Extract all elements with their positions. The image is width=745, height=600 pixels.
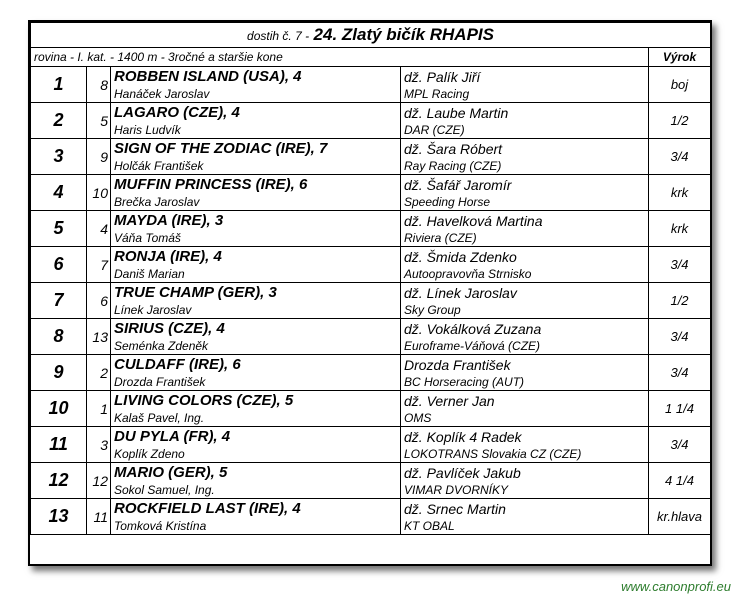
horse-name: TRUE CHAMP (GER), 3 (111, 283, 401, 303)
result-row-detail (31, 158, 711, 175)
jockey-name: dž. Palík Jiří (401, 67, 649, 87)
horse-name: CULDAFF (IRE), 6 (111, 355, 401, 375)
verdict: 1/2 (649, 283, 711, 319)
result-row-detail (31, 482, 711, 499)
result-row (31, 67, 711, 87)
start-number: 6 (87, 283, 111, 319)
jockey-name: Drozda František (401, 355, 649, 375)
conditions-row (31, 48, 711, 67)
trainer-name: Seménka Zdeněk (111, 338, 401, 355)
result-row (31, 283, 711, 303)
finish-position: 13 (31, 499, 87, 535)
finish-position: 7 (31, 283, 87, 319)
horse-name: ROCKFIELD LAST (IRE), 4 (111, 499, 401, 519)
result-row (31, 175, 711, 195)
owner-name: BC Horseracing (AUT) (401, 374, 649, 391)
jockey-name: dž. Línek Jaroslav (401, 283, 649, 303)
result-row-detail (31, 446, 711, 463)
horse-name: LAGARO (CZE), 4 (111, 103, 401, 123)
jockey-name: dž. Pavlíček Jakub (401, 463, 649, 483)
trainer-name: Koplík Zdeno (111, 446, 401, 463)
trainer-name: Drozda František (111, 374, 401, 391)
result-row-detail (31, 194, 711, 211)
horse-name: MARIO (GER), 5 (111, 463, 401, 483)
result-row-detail (31, 122, 711, 139)
finish-position: 11 (31, 427, 87, 463)
verdict: 1/2 (649, 103, 711, 139)
verdict: 3/4 (649, 319, 711, 355)
result-row-detail (31, 86, 711, 103)
finish-position: 1 (31, 67, 87, 103)
result-row (31, 139, 711, 159)
results-sheet (28, 20, 712, 566)
owner-name: Euroframe-Váňová (CZE) (401, 338, 649, 355)
owner-name: DAR (CZE) (401, 122, 649, 139)
race-title (31, 23, 711, 48)
trainer-name: Hanáček Jaroslav (111, 86, 401, 103)
result-row (31, 319, 711, 339)
trainer-name: Daniš Marian (111, 266, 401, 283)
start-number: 4 (87, 211, 111, 247)
result-row (31, 355, 711, 375)
watermark: www.canonprofi.eu (621, 579, 731, 594)
results-table (30, 22, 711, 535)
verdict: 3/4 (649, 427, 711, 463)
owner-name: Riviera (CZE) (401, 230, 649, 247)
verdict: krk (649, 175, 711, 211)
trainer-name: Kalaš Pavel, Ing. (111, 410, 401, 427)
trainer-name: Tomková Kristína (111, 518, 401, 535)
finish-position: 12 (31, 463, 87, 499)
result-row-detail (31, 302, 711, 319)
owner-name: KT OBAL (401, 518, 649, 535)
result-row (31, 427, 711, 447)
horse-name: SIRIUS (CZE), 4 (111, 319, 401, 339)
start-number: 12 (87, 463, 111, 499)
owner-name: Autoopravovňa Strnisko (401, 266, 649, 283)
race-title-row (31, 23, 711, 48)
finish-position: 5 (31, 211, 87, 247)
owner-name: Sky Group (401, 302, 649, 319)
jockey-name: dž. Laube Martin (401, 103, 649, 123)
jockey-name: dž. Verner Jan (401, 391, 649, 411)
trainer-name: Brečka Jaroslav (111, 194, 401, 211)
horse-name: MUFFIN PRINCESS (IRE), 6 (111, 175, 401, 195)
horse-name: RONJA (IRE), 4 (111, 247, 401, 267)
jockey-name: dž. Srnec Martin (401, 499, 649, 519)
start-number: 9 (87, 139, 111, 175)
horse-name: ROBBEN ISLAND (USA), 4 (111, 67, 401, 87)
finish-position: 2 (31, 103, 87, 139)
finish-position: 9 (31, 355, 87, 391)
finish-position: 10 (31, 391, 87, 427)
result-row-detail (31, 374, 711, 391)
result-row (31, 499, 711, 519)
result-row (31, 247, 711, 267)
result-row-detail (31, 230, 711, 247)
owner-name: Speeding Horse (401, 194, 649, 211)
verdict: 4 1/4 (649, 463, 711, 499)
result-row-detail (31, 410, 711, 427)
result-row (31, 103, 711, 123)
start-number: 3 (87, 427, 111, 463)
verdict: kr.hlava (649, 499, 711, 535)
result-row (31, 391, 711, 411)
finish-position: 4 (31, 175, 87, 211)
jockey-name: dž. Šara Róbert (401, 139, 649, 159)
verdict: 3/4 (649, 139, 711, 175)
race-prefix: dostih č. 7 - (247, 29, 310, 43)
owner-name: VIMAR DVORNÍKY (401, 482, 649, 499)
result-row-detail (31, 266, 711, 283)
finish-position: 8 (31, 319, 87, 355)
finish-position: 3 (31, 139, 87, 175)
trainer-name: Sokol Samuel, Ing. (111, 482, 401, 499)
horse-name: DU PYLA (FR), 4 (111, 427, 401, 447)
start-number: 5 (87, 103, 111, 139)
jockey-name: dž. Šmida Zdenko (401, 247, 649, 267)
owner-name: OMS (401, 410, 649, 427)
trainer-name: Línek Jaroslav (111, 302, 401, 319)
start-number: 10 (87, 175, 111, 211)
start-number: 2 (87, 355, 111, 391)
owner-name: LOKOTRANS Slovakia CZ (CZE) (401, 446, 649, 463)
jockey-name: dž. Koplík 4 Radek (401, 427, 649, 447)
result-row (31, 211, 711, 231)
owner-name: Ray Racing (CZE) (401, 158, 649, 175)
verdict: 1 1/4 (649, 391, 711, 427)
result-row-detail (31, 338, 711, 355)
verdict: boj (649, 67, 711, 103)
trainer-name: Holčák František (111, 158, 401, 175)
start-number: 11 (87, 499, 111, 535)
horse-name: LIVING COLORS (CZE), 5 (111, 391, 401, 411)
result-row-detail (31, 518, 711, 535)
finish-position: 6 (31, 247, 87, 283)
start-number: 8 (87, 67, 111, 103)
race-conditions: rovina - I. kat. - 1400 m - 3ročné a staršie kone (31, 48, 649, 67)
jockey-name: dž. Vokálková Zuzana (401, 319, 649, 339)
start-number: 1 (87, 391, 111, 427)
trainer-name: Váňa Tomáš (111, 230, 401, 247)
verdict: 3/4 (649, 247, 711, 283)
verdict: krk (649, 211, 711, 247)
trainer-name: Haris Ludvík (111, 122, 401, 139)
verdict: 3/4 (649, 355, 711, 391)
horse-name: MAYDA (IRE), 3 (111, 211, 401, 231)
start-number: 13 (87, 319, 111, 355)
race-name: 24. Zlatý bičík RHAPIS (313, 25, 494, 44)
horse-name: SIGN OF THE ZODIAC (IRE), 7 (111, 139, 401, 159)
owner-name: MPL Racing (401, 86, 649, 103)
jockey-name: dž. Havelková Martina (401, 211, 649, 231)
jockey-name: dž. Šafář Jaromír (401, 175, 649, 195)
start-number: 7 (87, 247, 111, 283)
verdict-header: Výrok (649, 48, 711, 67)
result-row (31, 463, 711, 483)
